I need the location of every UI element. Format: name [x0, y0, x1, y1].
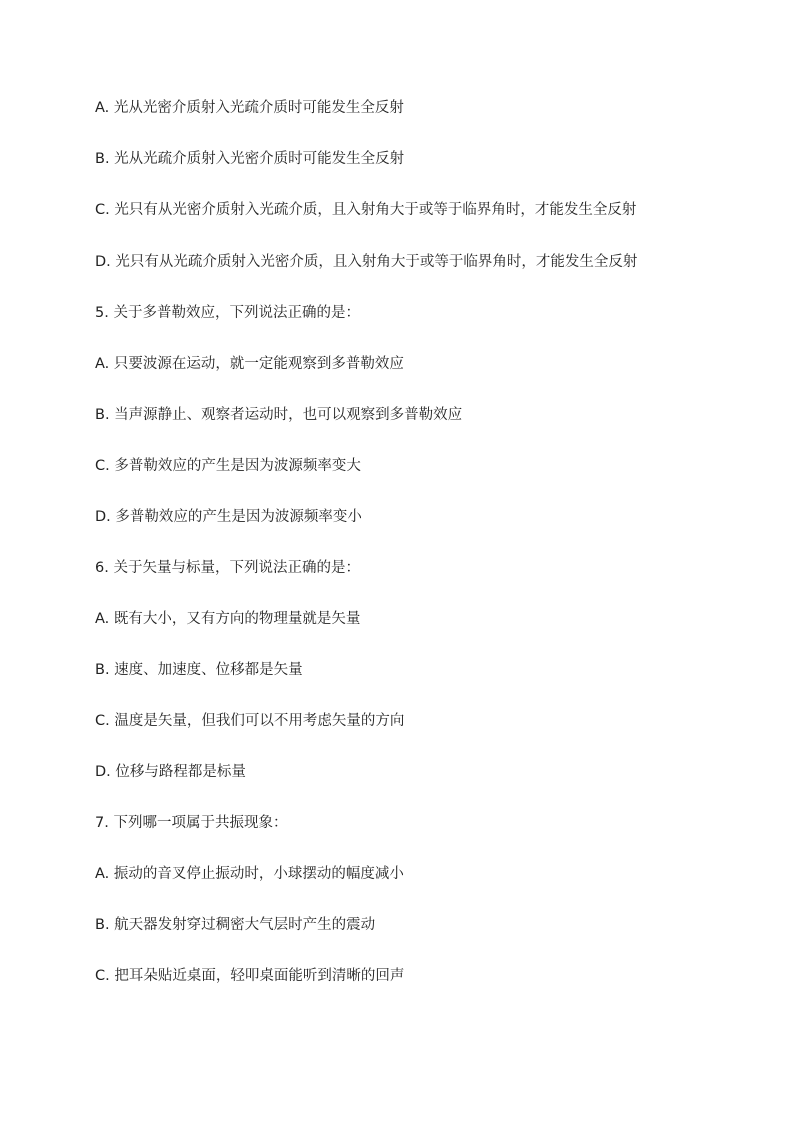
q4-option-a: A. 光从光密介质射入光疏介质时可能发生全反射	[95, 100, 404, 116]
q6-question: 6. 关于矢量与标量，下列说法正确的是：	[95, 560, 360, 576]
q6-option-a: A. 既有大小，又有方向的物理量就是矢量	[95, 611, 361, 627]
q6-option-b: B. 速度、加速度、位移都是矢量	[95, 662, 303, 678]
q4-option-b: B. 光从光疏介质射入光密介质时可能发生全反射	[95, 151, 405, 167]
q5-option-a: A. 只要波源在运动，就一定能观察到多普勒效应	[95, 356, 404, 372]
q7-option-a: A. 振动的音叉停止振动时，小球摆动的幅度减小	[95, 866, 404, 882]
q7-question: 7. 下列哪一项属于共振现象：	[95, 815, 288, 831]
q5-option-d: D. 多普勒效应的产生是因为波源频率变小	[95, 509, 362, 525]
q4-option-d: D. 光只有从光疏介质射入光密介质，且入射角大于或等于临界角时，才能发生全反射	[95, 254, 638, 270]
q4-option-c: C. 光只有从光密介质射入光疏介质，且入射角大于或等于临界角时，才能发生全反射	[95, 202, 637, 218]
q6-option-c: C. 温度是矢量，但我们可以不用考虑矢量的方向	[95, 713, 405, 729]
q7-option-c: C. 把耳朵贴近桌面，轻叩桌面能听到清晰的回声	[95, 968, 405, 984]
q7-option-b: B. 航天器发射穿过稠密大气层时产生的震动	[95, 917, 376, 933]
q5-option-c: C. 多普勒效应的产生是因为波源频率变大	[95, 458, 361, 474]
q5-option-b: B. 当声源静止、观察者运动时，也可以观察到多普勒效应	[95, 407, 463, 423]
q5-question: 5. 关于多普勒效应，下列说法正确的是：	[95, 305, 360, 321]
q6-option-d: D. 位移与路程都是标量	[95, 764, 246, 780]
